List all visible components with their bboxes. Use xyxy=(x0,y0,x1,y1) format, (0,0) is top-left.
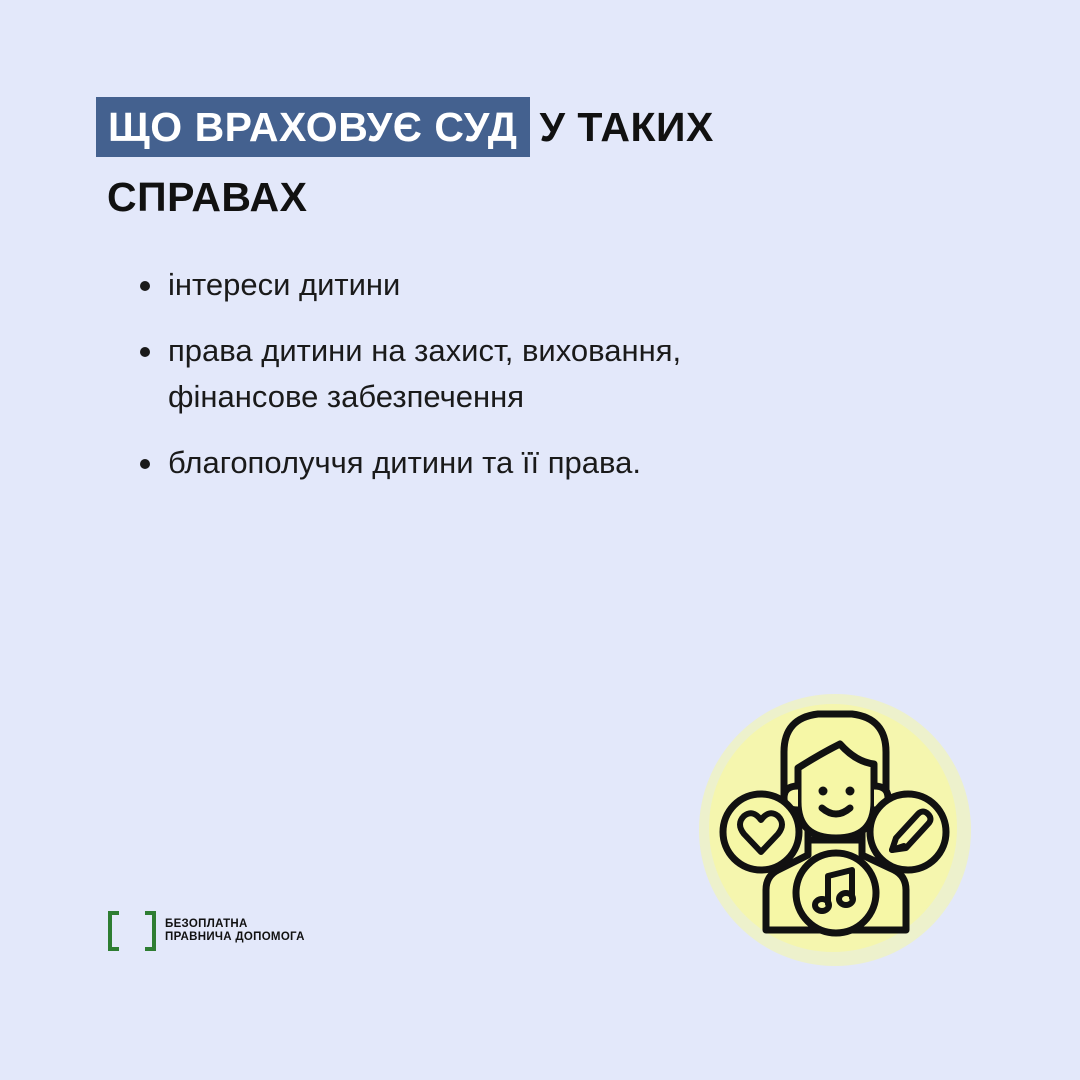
title-line-2 xyxy=(96,167,996,227)
title-second-line: СПРАВАХ xyxy=(107,174,308,220)
child-interests-icon xyxy=(690,690,980,980)
criteria-list xyxy=(138,262,938,506)
right-eye xyxy=(846,787,855,796)
list-item-text: інтереси дитини xyxy=(168,267,401,302)
page-title xyxy=(96,97,996,227)
left-eye xyxy=(819,787,828,796)
brand-logo xyxy=(108,911,305,951)
pencil-circle xyxy=(870,794,946,870)
title-line-1 xyxy=(96,97,996,157)
list-item-text: права дитини на захист, виховання, xyxy=(168,333,682,368)
bullet-dot xyxy=(140,459,150,469)
heart-circle xyxy=(723,794,799,870)
music-circle xyxy=(796,853,876,933)
face-outline xyxy=(798,744,874,838)
bullet-dot xyxy=(140,347,150,357)
list-item-text-continued: фінансове забезпечення xyxy=(168,379,524,414)
list-item xyxy=(138,440,938,486)
list-item-text: благополуччя дитини та її права. xyxy=(168,445,641,480)
logo-line-1: БЕЗОПЛАТНА xyxy=(165,918,248,930)
title-highlight: ЩО ВРАХОВУЄ СУД xyxy=(96,97,530,157)
list-item xyxy=(138,328,938,420)
bullet-dot xyxy=(140,281,150,291)
title-rest: У ТАКИХ xyxy=(539,104,714,150)
logo-line-2: ПРАВНИЧА ДОПОМОГА xyxy=(165,931,305,943)
list-item xyxy=(138,262,938,308)
bracket-logo-icon xyxy=(108,911,156,951)
logo-text xyxy=(165,918,305,944)
